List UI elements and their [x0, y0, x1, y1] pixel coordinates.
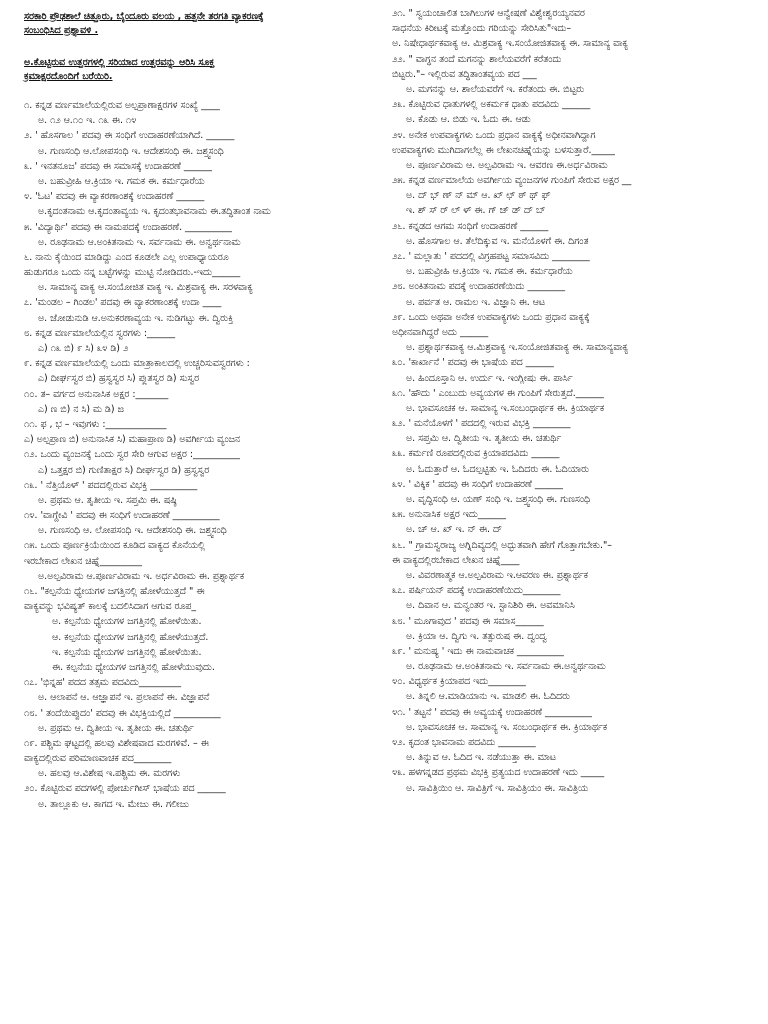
question-item [24, 584, 382, 675]
question-text: ೨೧. " ಸ್ವಯಂಚಾಲಿತ ಬಾಗಿಲುಗಳ ಆನ್ವೇಷಣೆ ವಿಶ್ವೇಶ್ವರಯ್ಯನವರ [392, 8, 585, 19]
answer-options: ಇ. ಶ್ ಸ್ ರ್ ಲ್ ಳ್ ಈ. ಗ್ ಜ್ ಡ್ ದ್ ಬ್ [406, 205, 546, 217]
answer-options: ಅ. ಕಲ್ಪನೆಯ ಧ್ಯೇಯಗಳ ಜಗತ್ತಿನಲ್ಲಿ ಹೋಳೆಯಿತು. [52, 616, 202, 628]
answer-options: ಅ. ಬಹುವ್ರೀಹಿ ಆ.ಕ್ರಿಯಾ ಇ. ಗಮಕ ಈ. ಕರ್ಮಧಾರೆಯ [38, 175, 205, 187]
answer-options: ಅ. ಹಿಂದೂಸ್ತಾನಿ ಆ. ಉರ್ದು ಇ. ಇಂಗ್ಲೀಷು ಈ. ಪಾರ್ಸಿ [406, 372, 573, 384]
answer-options: ಅ. ಚ್ ಆ. ಖ್ ಇ. ನ್ ಈ. ದ್ [406, 524, 503, 536]
answer-options: ಅ. ಕ್ರಿಯಾ ಆ. ದ್ವಿಗು ಇ. ತತ್ಪುರುಷ ಈ. ದ್ವಂದ್ವ [406, 630, 547, 642]
question-text: ೩೮. ' ಮೂಗಾವುದ ' ಪದವು ಈ ಸಮಾಸ______ [392, 615, 544, 627]
question-text: ೪೨. ಕೃದಂತ ಭಾವನಾಮ ಪದವಿದು ________ [392, 737, 536, 748]
answer-options: ಅ. ಭಾವಸೂಚಕ ಆ. ಸಾಮಾನ್ಯ ಇ.ಸಂಬಂಧಾರ್ಥಕ ಈ. ಕ್ರಿಯಾರ್ಥಕ [406, 402, 605, 414]
question-text: ೯. ಕನ್ನಡ ವರ್ಣಮಾಲೆಯಲ್ಲಿ ಒಂದು ಮಾತ್ರಾಕಾಲದಲ್ಲಿ ಉಚ್ಚರಿಸುವಸ್ವರಗಳು : [24, 358, 250, 370]
question-item [392, 173, 754, 219]
question-text: ೭. 'ಮಂಡಲ – ಗಿಂಡಲ' ಪದವು ಈ ವ್ಯಾಕರಣಾಂಶಕ್ಕೆ ಉದಾ ____ [24, 297, 222, 309]
answer-options: ಅ. ತಿನ್ನಲಿ ಆ.ಮಾಡಿಯಾನು ಇ. ಮಾಡಲಿ ಈ. ಓದಿದರು [406, 691, 571, 703]
question-text: ೧. ಕನ್ನಡ ವರ್ಣಮಾಲೆಯಲ್ಲಿರುವ ಅಲ್ಪಪ್ರಾಣಾಕ್ಷರಗಳ ಸಂಖ್ಯೆ ____ [24, 100, 220, 111]
question-item [24, 432, 382, 447]
question-item [392, 416, 754, 446]
question-text: ೩೭. ಪರ್ಷಿಯನ್ ಪದಕ್ಕೆ ಉದಾಹರಣೆಯಿದು________ [392, 585, 561, 597]
answer-options: ಇ. ಕಲ್ಪನೆಯ ಧ್ಯೇಯಗಳ ಜಗತ್ತಿನಲ್ಲಿ ಹೋಳೆಯಿತು. [52, 646, 202, 658]
header-line: ಸರಕಾರಿ ಪ್ರೌಢಶಾಲೆ ಚಿತ್ತೂರು, ಬೈಂದೂರು ವಲಯ , ಹತ್ತನೇ ತರಗತಿ ವ್ಯಾಕರಣಕ್ಕೆ [24, 11, 264, 22]
question-text: ೨೦. ಕೊಟ್ಟಿರುವ ಪದಗಳಲ್ಲಿ ಪೋರ್ಚುಗೀಸ್ ಭಾಷೆಯ ಪದ ______ [24, 783, 226, 795]
question-item [392, 644, 754, 674]
question-item [24, 478, 382, 508]
question-text: ವಾಕ್ಯದಲ್ಲಿರುವ ಪರಿಮಾಣವಾಚಕ ಪದ________ [24, 753, 172, 765]
question-item [392, 583, 754, 613]
question-text: ೩೦. 'ಕಾರ್ಖಾನೆ ' ಪದವು ಈ ಭಾಷೆಯ ಪದ ______ [392, 357, 554, 369]
question-item [392, 355, 754, 385]
question-text: ೩೩. ಕರ್ಮಣಿ ರೂಪದಲ್ಲಿರುವ ಕ್ರಿಯಾಪದವಿದು ______ [392, 448, 560, 460]
answer-options: ಅ. ಗುಣಸಂಧಿ ಆ. ಲೋಪಸಂಧಿ ಇ. ಆದೇಶಸಂಧಿ ಈ. ಜಶ್ತ್ವಸಂಧಿ [38, 525, 227, 537]
answer-options: ಅ. ರೂಢನಾಮ ಆ.ಅಂಕಿತನಾಮ ಇ. ಸರ್ವನಾಮ ಈ.ಅನ್ವರ್ಥನಾಮ [406, 661, 606, 673]
answer-options: ಎ) ಒತ್ತಕ್ಷರ ಬಿ) ಗುಣಿತಾಕ್ಷರ ಸಿ) ದೀರ್ಘಸ್ವರ ಡಿ) ಹ್ರಸ್ವಸ್ವರ [38, 464, 210, 476]
answer-options: ಎ) ೧೩ ಬಿ) ೯ ಸಿ) ೩೪ ಡಿ) ೨ [38, 343, 129, 354]
question-text: ಉಪವಾಕ್ಯಗಳು ಮುಗಿದಾಗಲೆಲ್ಲ ಈ ಲೇಖನಚಿಹ್ನೆಯನ್ನು ಬಳಸುತ್ತಾರೆ._____ [392, 144, 615, 156]
question-text: ಬಿಟ್ಟರು."– ಇಲ್ಲಿರುವ ತದ್ಧಿತಾಂತವ್ಯಯ ಪದ ___ [392, 68, 537, 80]
question-text: ೨೨. " ವಾಗ್ಧನ ತಂದೆ ಮಗನನ್ನು ಶಾಲೆಯವರೆಗೆ ಕರೆತಂದು [392, 53, 562, 65]
question-text: ೧೪. 'ವಾಗ್ದೇವಿ ' ಪದವು ಈ ಸಂಧಿಗೆ ಉದಾಹರಣೆ __________ [24, 510, 220, 522]
question-item [24, 220, 382, 250]
question-text: ೩೧. 'ಹೌದು ' ಎಂಬುದು ಅವ್ಯಯಗಳ ಈ ಗುಂಪಿಗೆ ಸೇರುತ್ತದೆ.______ [392, 387, 604, 399]
question-text: ೪. 'ಓಟ' ಪದವು ಈ ವ್ಯಾಕರಣಾಂಶಕ್ಕೆ ಉದಾಹರಣೆ ______ [24, 191, 205, 203]
answer-options: ಅ. ಪ್ರಶ್ನಾರ್ಥಕವಾಕ್ಯ ಆ.ಮಿಶ್ರವಾಕ್ಯ ಇ.ಸಂಯೋಜಿತವಾಕ್ಯ ಈ. ಸಾಮಾನ್ಯವಾಕ್ಯ [406, 342, 629, 354]
answer-options: ಅ. ತಿನ್ನುವ ಆ. ಓದಿದ ಇ. ನಡೆಯುತ್ತಾ ಈ. ಮಾಟ [406, 752, 556, 764]
question-text: ೨೮. ಅಂಕಿತನಾಮ ಪದಕ್ಕೆ ಉದಾಹರಣೆಯಿದು ________ [392, 281, 566, 293]
answer-options: ಅ. ಹೊಸಗಾಲ ಆ. ತೆಲೆದಿಕ್ಕುವ ಇ. ಮನೆಯೊಳಗೆ ಈ. ದಿಗಂತ [406, 235, 589, 247]
question-item [24, 417, 382, 432]
question-item [392, 735, 754, 765]
answer-options: ಅ.ಅಲ್ಪವಿರಾಮ ಆ.ಪೂರ್ಣವಿರಾಮ ಇ. ಅರ್ಧವಿರಾಮ ಈ. ಪ್ರಶ್ನಾರ್ಥಕ [38, 570, 245, 582]
answer-options: ಅ. ವಿವರಣಾತ್ಮಕ ಆ.ಅಲ್ಪವಿರಾಮ ಇ.ಆವರಣ ಈ. ಪ್ರಶ್ನಾರ್ಥಕ [406, 569, 588, 581]
answer-options: ಅ. ಪ್ರಥಮ ಆ. ತೃತೀಯ ಇ. ಸಪ್ತಮಿ ಈ. ಷಷ್ಠಿ [38, 494, 177, 506]
question-item [392, 6, 754, 52]
question-item [392, 310, 754, 356]
header-line: ಸಂಬಂಧಿಸಿದ ಪ್ರಶ್ನಾವಳಿ . [24, 25, 99, 36]
left-column [24, 0, 382, 1024]
answer-options: ಅ. ದಿವಾನ ಆ. ಮನ್ವಂತರ ಇ. ಸ್ಟಾನಿಶಿರಿ ಈ. ಅವಮಾನಿಸಿ [406, 600, 575, 612]
question-text: ಸಾಧನೆಯ ಕಿರೀಟಕ್ಕೆ ಮತ್ತೊಂದು ಗರಿಯನ್ನು ಸೇರಿಸಿತು"ಇದು– [392, 23, 572, 35]
document-header [24, 10, 382, 38]
question-item [24, 159, 382, 189]
question-item [392, 477, 754, 507]
answer-options: ಅ. ಓದುತ್ತಾರೆ ಆ. ಓದಲ್ಪಟ್ಟಿತು ಇ. ಓದಿದರು ಈ. ಓದಿಯಾರು [406, 463, 590, 475]
question-item [24, 508, 382, 538]
answer-options: ಅ. ದ್ ಭ್ ಣ್ ನ್ ಮ್ ಆ. ಖ್ ಛ್ ಠ್ ಥ್ ಫ್ [406, 190, 551, 202]
question-text: ೪೩. ಹಳಗನ್ನಡದ ಪ್ರಥಮ ವಿಭಕ್ತಿ ಪ್ರತ್ಯಯದ ಉದಾಹರಣೆ ಇದು _____ [392, 767, 605, 779]
question-item [392, 97, 754, 127]
question-text: ೪೦. ವಿಧ್ಯರ್ಥಕ ಕ್ರಿಯಾಪದ ಇದು________ [392, 676, 526, 688]
question-text: ೧೭. 'ಭಿನ್ನಹ' ಪದದ ತತ್ಸಮ ಪದವಿದು_________ [24, 677, 182, 689]
question-item [24, 98, 382, 128]
question-text: ೧೧. ಫ , ಭ – ಇವುಗಳು :_____________ [24, 418, 167, 430]
answer-options: ಅ. ಪರ್ವತ ಆ. ರಾಮಲ ಇ. ವಿಜ್ಞಾನಿ ಈ. ಆಟ [406, 296, 545, 308]
question-text: ೧೦. ತ– ವರ್ಗದ ಅನುನಾಸಿಕ ಅಕ್ಷರ :_______ [24, 388, 169, 400]
question-text: ವಾಕ್ಯವನ್ನು ಭವಿಷ್ಯತ್ ಕಾಲಕ್ಕೆ ಬದಲಿಸಿದಾಗ ಆಗುವ ರೂಪ_ [24, 601, 197, 613]
question-text: ಹುಡುಗರೂ ಒಂದು ನನ್ನ ಬಟ್ಟೆಗಳನ್ನು ಮುಟ್ಟಿ ನೋಡಿದರು.-ಇದು______ [24, 267, 241, 279]
answer-options: ಅ. ಸಾಮಾನ್ಯ ವಾಕ್ಯ ಆ.ಸಂಯೋಜಿತ ವಾಕ್ಯ ಇ. ಮಿಶ್ರವಾಕ್ಯ ಈ. ಸರಳವಾಕ್ಯ [38, 282, 253, 294]
question-item [24, 295, 382, 325]
question-text: ೬. ನಾನು ಕೈಯಿಂದ ಮಾಡಿದ್ದು ಎಂದ ಕೂಡಲೇ ಎಲ್ಲ ಉಪಾಧ್ಯಾಯರೂ [24, 251, 229, 263]
question-item [24, 447, 382, 477]
question-item [392, 705, 754, 735]
answer-options: ಅ. ೧೨ ಆ.೧೦ ಇ. ೧೩ ಈ. ೧೪ [38, 115, 137, 127]
question-text: ೧೮. ' ತಂದೆಯಿಪ್ಪುದಂ' ಪದವು ಈ ವಿಭಕ್ತಿಯಲ್ಲಿದೆ __________ [24, 707, 221, 719]
question-item [24, 706, 382, 736]
question-text: ಇರಬೇಕಾದ ಲೇಖನ ಚಿಹ್ನೆ_________ [24, 555, 142, 567]
question-item [392, 674, 754, 704]
question-item [24, 675, 382, 705]
answer-options: ಅ. ವೃದ್ಧಿಸಂಧಿ ಆ. ಯಣ್ ಸಂಧಿ ಇ. ಜಶ್ತ್ವಸಂಧಿ ಈ. ಗುಣಸಂಧಿ [406, 494, 591, 505]
question-text: ಈ ವಾಕ್ಯದಲ್ಲಿರಬೇಕಾದ ಲೇಖನ ಚಿಹ್ನೆ____ [392, 554, 520, 566]
question-item [392, 507, 754, 537]
question-text: ೨೫. ಕನ್ನಡ ವರ್ಣಮಾಲೆಯ ಅವರ್ಗೀಯ ವ್ಯಂಜನಗಳ ಗುಂಪಿಗೆ ಸೇರುವ ಅಕ್ಷರ __ [392, 175, 632, 187]
question-item [24, 326, 382, 356]
question-item [392, 279, 754, 309]
question-item [392, 128, 754, 174]
question-item [24, 538, 382, 584]
question-item [392, 765, 754, 795]
question-text: ಅಧೀನವಾಗಿದ್ದರೆ ಅದು ______ [392, 326, 489, 338]
answer-options: ಎ) ದೀರ್ಘಸ್ವರ ಬಿ) ಹ್ರಸ್ವಸ್ವರ ಸಿ) ಪ್ಲುತಸ್ವರ ಡಿ) ಸುಸ್ವರ [38, 373, 200, 385]
question-item [392, 52, 754, 98]
answer-options: ಅ. ಕೊಡು ಆ. ಬಿಡು ಇ. ಓದು ಈ. ಆಡು [406, 114, 531, 126]
question-text: ೩೪. ' ವಿಕ್ಕಿಕ ' ಪದವು ಈ ಸಂಧಿಗೆ ಉದಾಹರಣೆ ______ [392, 478, 563, 490]
instruction-line: ಅ.ಕೊಟ್ಟಿರುವ ಉತ್ತರಗಳಲ್ಲಿ ಸರಿಯಾದ ಉತ್ತರವನ್ನು ಆರಿಸಿ ಸೂಕ್ತ [24, 57, 215, 68]
question-item [24, 387, 382, 417]
question-item [24, 250, 382, 296]
question-text: ೨೪. ಅನೇಕ ಉಪವಾಕ್ಯಗಳು ಒಂದು ಪ್ರಧಾನ ವಾಕ್ಯಕ್ಕೆ ಅಧೀನವಾಗಿದ್ದಾಗ [392, 129, 596, 141]
question-text: ೧೬. "ಕಲ್ಪನೆಯ ಧ್ಯೇಯಗಳ ಜಗತ್ತಿನಲ್ಲಿ ಹೋಳೆಯುತ್ತದೆ " ಈ [24, 586, 205, 597]
answer-options: ಅ. ರೂಢನಾಮ ಆ.ಅಂಕಿತನಾಮ ಇ. ಸರ್ವನಾಮ ಈ. ಅನ್ವರ್ಥನಾಮ [38, 236, 241, 248]
answer-options: ಅ. ಸಾವಿತ್ರಿಯಿಂ ಆ. ಸಾವಿತ್ರಿಗೆ ಇ. ಸಾವಿತ್ರಿಯಂ ಈ. ಸಾವಿತ್ರಿಯ [406, 782, 589, 794]
answer-options: ಅ. ಆಲಾಪನೆ ಆ. ಆಜ್ಞಾಪನೆ ಇ. ಪ್ರಲಾಪನೆ ಈ. ವಿಜ್ಞಾಪನೆ [38, 692, 210, 704]
question-item [24, 128, 382, 158]
answer-options: ಅ. ಭಾವಸೂಚಕ ಆ. ಸಾಮಾನ್ಯ ಇ. ಸಂಬಂಧಾರ್ಥಕ ಈ. ಕ್ರಿಯಾರ್ಥಕ [406, 721, 608, 733]
answer-options: ಈ. ಕಲ್ಪನೆಯ ಧ್ಯೇಯಗಳ ಜಗತ್ತಿನಲ್ಲಿ ಹೋಳೆಯುವುದು. [52, 661, 215, 673]
question-text: ೧೩. ' ನೆತ್ತಿಯೊಳ್ ' ಪದದಲ್ಲಿರುವ ವಿಭಕ್ತಿ __________ [24, 479, 198, 491]
answer-options: ಅ. ಬಹುವ್ರೀಹಿ ಆ.ಕ್ರಿಯಾ ಇ. ಗಮಕ ಈ. ಕರ್ಮಧಾರೆಯ [406, 266, 573, 278]
answer-options: ಅ. ಗುಣಸಂಧಿ ಆ.ಲೋಪಸಂಧಿ ಇ. ಆದೇಶಸಂಧಿ ಈ. ಜಶ್ತ್ವಸಂಧಿ [38, 145, 224, 157]
question-text: ೨೭. ' ಮಲ್ಲಾತು ' ಪದದಲ್ಲಿ ವಿಗ್ರಹಪಟ್ಟ ಸಮಾಸವಿದು ________ [392, 251, 590, 262]
answer-options: ಅ. ತಾಲ್ಲೂಕು ಆ. ಕಾಗದ ಇ. ಮೇಜು ಈ. ಗಲೀಜು [38, 798, 189, 810]
answer-options: ಆ. ಕಲ್ಪನೆಯ ಧ್ಯೇಯಗಳ ಜಗತ್ತಿನಲ್ಲಿ ಹೋಳೆಯುತ್ತದೆ. [52, 631, 209, 643]
question-item [24, 356, 382, 386]
question-text: ೨೩. ಕೊಟ್ಟಿರುವ ಧಾತುಗಳಲ್ಲಿ ಅಕರ್ಮಕ ಧಾತು ಪದವಿದು ______ [392, 99, 591, 111]
answer-options: ಅ. ಸಪ್ತಮಿ ಆ. ದ್ವಿತೀಯ ಇ. ತೃತೀಯ ಈ. ಚತುರ್ಥಿ [406, 433, 562, 445]
answer-options: ಎ) ಣ ಬಿ) ನ ಸಿ) ಮ ಡಿ) ಙ [38, 403, 124, 415]
answer-options: ಅ. ಮಗನನ್ನು ಆ. ಶಾಲೆಯವರೆಗೆ ಇ. ಕರೆತಂದು ಈ. ಬಿಟ್ಟರು [406, 83, 585, 95]
question-text: ೨. ' ಹೊಸಗಾಲ ' ಪದವು ಈ ಸಂಧಿಗೆ ಉದಾಹರಣೆಯಾಗಿದೆ. ______ [24, 130, 235, 142]
right-column [392, 0, 754, 1024]
question-item [24, 736, 382, 782]
question-text: ೩. ' ಇನತನೂಜ' ಪದವು ಈ ಸಮಾಸಕ್ಕೆ ಉದಾಹರಣೆ ______ [24, 160, 212, 172]
question-text: ೧೯. ಪಶ್ಚಿಮ ಘಟ್ಟದಲ್ಲಿ ಹಲವು ವಿಶೇಷವಾದ ಮರಗಳಿವೆ. – ಈ [24, 737, 209, 749]
question-item [24, 189, 382, 219]
left-question-list [24, 98, 382, 812]
question-item [392, 386, 754, 416]
question-text: ೨೯. ಒಂದು ಅಥವಾ ಅನೇಕ ಉಪವಾಕ್ಯಗಳು ಒಂದು ಪ್ರಧಾನ ವಾಕ್ಯಕ್ಕೆ [392, 311, 590, 323]
right-question-list [392, 6, 754, 796]
question-item [392, 249, 754, 279]
instructions [24, 56, 382, 84]
answer-options: ಅ.ಕೃದಂತನಾಮ ಆ.ಕೃದಂತಾವ್ಯಯ ಇ. ಕೃದಂತಭಾವನಾಮ ಈ.ತದ್ಧಿತಾಂತ ನಾಮ [38, 206, 271, 218]
answer-options: ಅ. ಜೋಡುನುಡಿ ಆ.ಅನುಕರಣಾವ್ಯಯ ಇ. ನುಡಿಗಟ್ಟು ಈ. ದ್ವಿರುಕ್ತಿ [38, 312, 234, 324]
answer-options: ಅ. ನಿಷೇಧಾರ್ಥಕವಾಕ್ಯ ಆ. ಮಿಶ್ರವಾಕ್ಯ ಇ.ಸಂಯೋಜಿತವಾಕ್ಯ ಈ. ಸಾಮಾನ್ಯ ವಾಕ್ಯ [392, 38, 629, 50]
question-text: ೫. 'ವಿದ್ಯಾರ್ಥಿ' ಪದವು ಈ ನಾಮಪದಕ್ಕೆ ಉದಾಹರಣೆ. __________ [24, 221, 232, 233]
answer-options: ಅ. ಹಲವು ಆ.ವಿಶೇಷ ಇ.ಪಶ್ಚಿಮ ಈ. ಮರಗಳು [38, 768, 181, 780]
answer-options: ಅ. ಪ್ರಥಮ ಆ. ದ್ವಿತೀಯ ಇ. ತೃತೀಯ ಈ. ಚತುರ್ಥಿ [38, 722, 194, 734]
answer-options: ಅ. ಪೂರ್ಣವಿರಾಮ ಆ. ಅಲ್ಪವಿರಾಮ ಇ. ಆವರಣ ಈ.ಅರ್ಧವಿರಾಮ [406, 159, 608, 171]
question-text: ೪೧. ' ತಟ್ಟನೆ ' ಪದವು ಈ ಅವ್ಯಯಕ್ಕೆ ಉದಾಹರಣೆ __________ [392, 706, 592, 718]
question-item [392, 614, 754, 644]
question-text: ೩೨. ' ಮನೆಯೊಳಗೆ ' ಪದದಲ್ಲಿ ಇರುವ ವಿಭಕ್ತಿ ________ [392, 418, 571, 430]
question-text: ೩೬. " ಗ್ರಾಮಸ್ವರಾಜ್ಯ ಅಗ್ನಿದಿವ್ಯದಲ್ಲಿ ಅದ್ಭುತವಾಗಿ ಹೇಗೆ ಗೊತ್ತಾಗಬೇಕು."– [392, 539, 612, 551]
question-text: ಎ) ಅಲ್ಪಪ್ರಾಣ ಬಿ) ಅನುನಾಸಿಕ ಸಿ) ಮಹಾಪ್ರಾಣ ಡಿ) ಅವರ್ಗೀಯ ವ್ಯಂಜನ [24, 434, 241, 446]
question-text: ೩೯. ' ಮನುಷ್ಯ ' ಇದು ಈ ನಾಮವಾಚಕ __________ [392, 645, 564, 657]
instruction-line: ಕ್ರಮಾಕ್ಷರದೊಂದಿಗೆ ಬರೆಯಿರಿ. [24, 71, 113, 82]
question-item [392, 219, 754, 249]
question-item [392, 446, 754, 476]
question-item [24, 781, 382, 811]
question-text: ೨೬. ಕನ್ನಡದ ಆಗಮ ಸಂಧಿಗೆ ಉದಾಹರಣೆ ______ [392, 220, 549, 232]
question-text: ೧೫. ಒಂದು ಪೂರ್ಣಕ್ರಿಯೆಯಿಂದ ಕೂಡಿದ ವಾಕ್ಯದ ಕೊನೆಯಲ್ಲಿ [24, 540, 205, 552]
question-text: ೩೫. ಅನುನಾಸಿಕ ಅಕ್ಷರ ಇದು______ [392, 509, 506, 521]
question-item [392, 538, 754, 584]
question-text: ೧೨. ಒಂದು ವ್ಯಂಜನಕ್ಕೆ ಒಂದು ಸ್ವರ ಸೇರಿ ಆಗುವ ಅಕ್ಷರ :__________ [24, 449, 240, 461]
question-text: ೮. ಕನ್ನಡ ವರ್ಣಮಾಲೆಯಲ್ಲಿನ ಸ್ವರಗಳು :______ [24, 327, 176, 339]
